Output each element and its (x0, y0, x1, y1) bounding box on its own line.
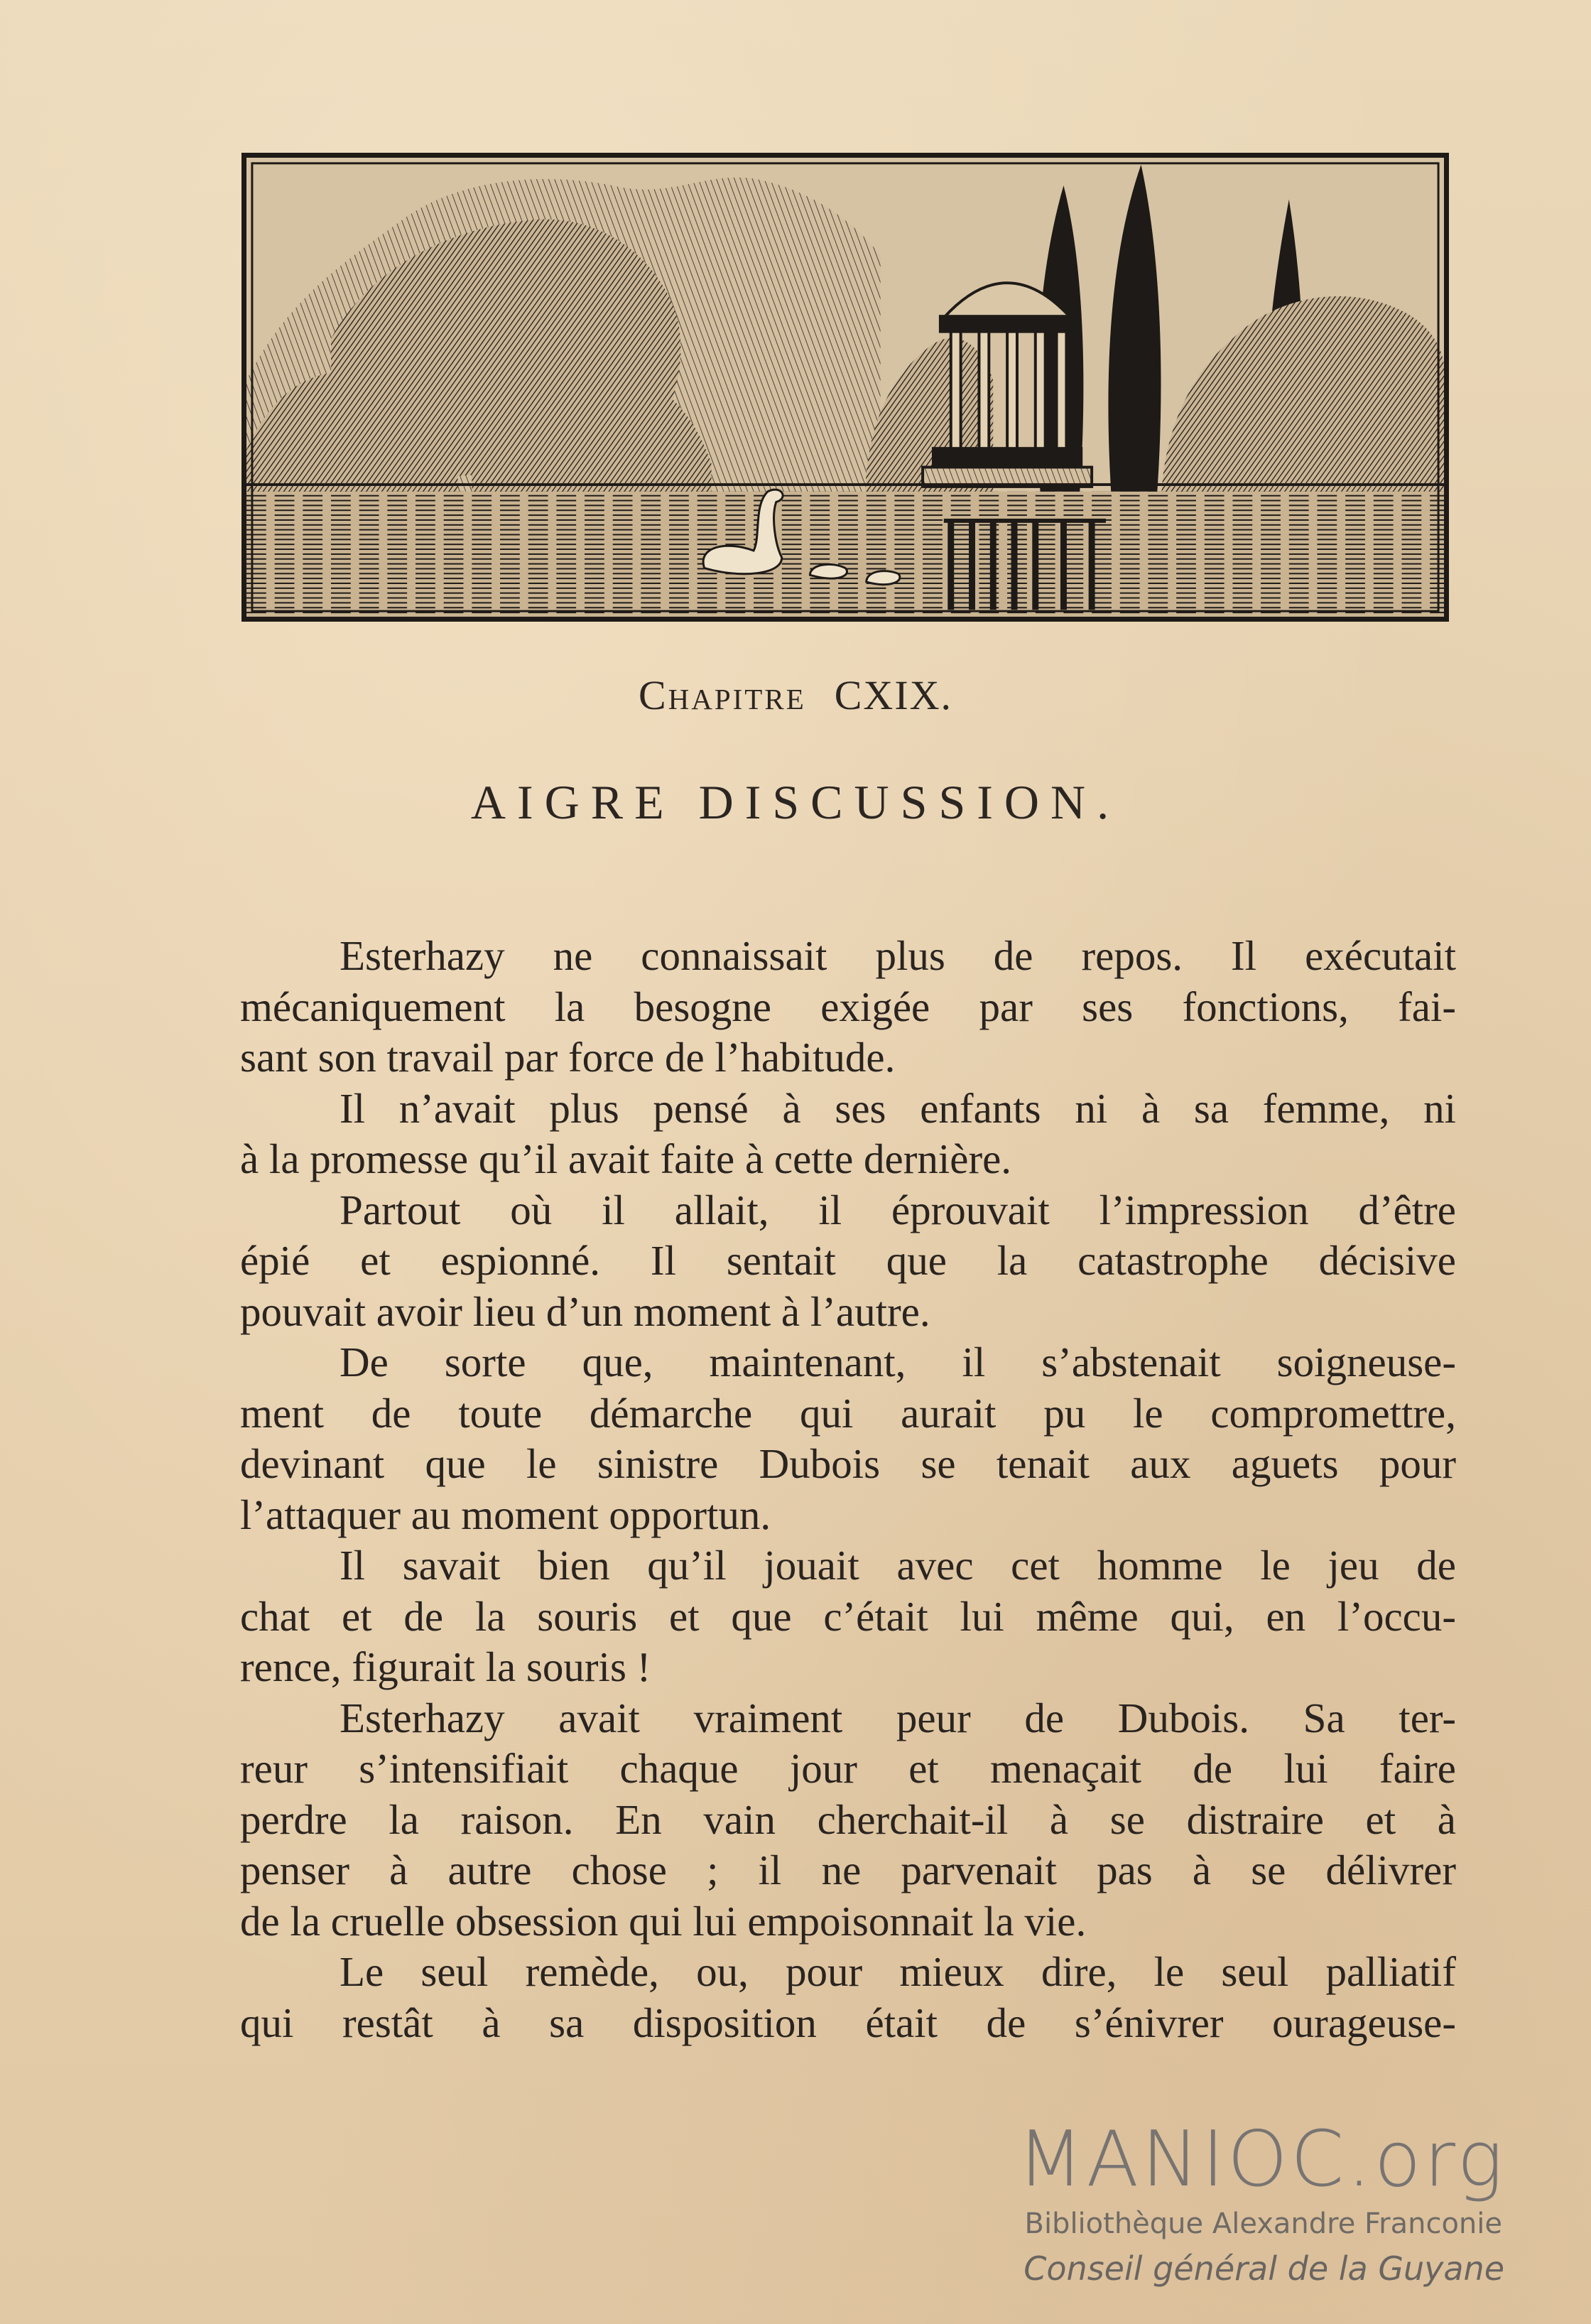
text-line: rence, figurait la souris ! (240, 1643, 651, 1690)
watermark-library: Bibliothèque Alexandre Franconie (1024, 2207, 1502, 2240)
chapter-heading (0, 671, 1591, 719)
text-line: ment de toute démarche qui aurait pu le compromettre, (240, 1389, 1456, 1437)
text-line: Esterhazy avait vraiment peur de Dubois. Sa ter- (340, 1694, 1456, 1741)
text-line: De sorte que, maintenant, il s’abstenait soigneuse- (340, 1339, 1456, 1385)
chapter-title: AIGRE DISCUSSION. (470, 775, 1121, 829)
text-line: à la promesse qu’il avait faite à cette dernière. (240, 1135, 1012, 1182)
text-line: Le seul remède, ou, pour mieux dire, le seul palliatif (340, 1948, 1456, 1995)
text-line: perdre la raison. En vain cherchait-il à se distraire et à (240, 1795, 1456, 1843)
chapter-label: Chapitre (638, 672, 806, 718)
text-line: l’attaquer au moment opportun. (240, 1491, 771, 1538)
text-line: mécaniquement la besogne exigée par ses fonctions, fai- (240, 983, 1456, 1030)
manioc-logo: MANIOC.org (1017, 2115, 1506, 2204)
chapter-vignette-engraving (241, 153, 1449, 622)
text-line: chat et de la souris et que c’était lui même qui, en l’occu- (240, 1592, 1456, 1640)
text-line: penser à autre chose ; il ne parvenait pas à se délivrer (240, 1847, 1456, 1893)
text-line: sant son travail par force de l’habitude. (240, 1034, 896, 1081)
text-line: pouvait avoir lieu d’un moment à l’autre. (240, 1287, 930, 1335)
manioc-watermark (909, 2117, 1548, 2292)
text-line: de la cruelle obsession qui lui empoisonnait la vie. (240, 1897, 1087, 1945)
body-text (240, 931, 1456, 2048)
text-line: Il savait bien qu’il jouait avec cet homme le jeu de (340, 1542, 1456, 1589)
text-line: devinant que le sinistre Dubois se tenait aux aguets pour (240, 1440, 1456, 1487)
engraving-park-temple-swans (246, 158, 1444, 617)
text-line: Il n’avait plus pensé à ses enfants ni à sa femme, ni (340, 1084, 1456, 1132)
watermark-council: Conseil général de la Guyane (1023, 2249, 1504, 2288)
text-line: reur s’intensifiait chaque jour et menaçait de lui faire (240, 1745, 1456, 1792)
text-line: épié et espionné. Il sentait que la catastrophe décisive (240, 1237, 1456, 1284)
text-line: Partout où il allait, il éprouvait l’impression d’être (340, 1186, 1456, 1233)
text-line: Esterhazy ne connaissait plus de repos. Il exécutait (340, 932, 1456, 979)
text-line: qui restât à sa disposition était de s’énivrer ourageuse- (240, 1999, 1456, 2046)
chapter-number: CXIX. (834, 672, 953, 718)
